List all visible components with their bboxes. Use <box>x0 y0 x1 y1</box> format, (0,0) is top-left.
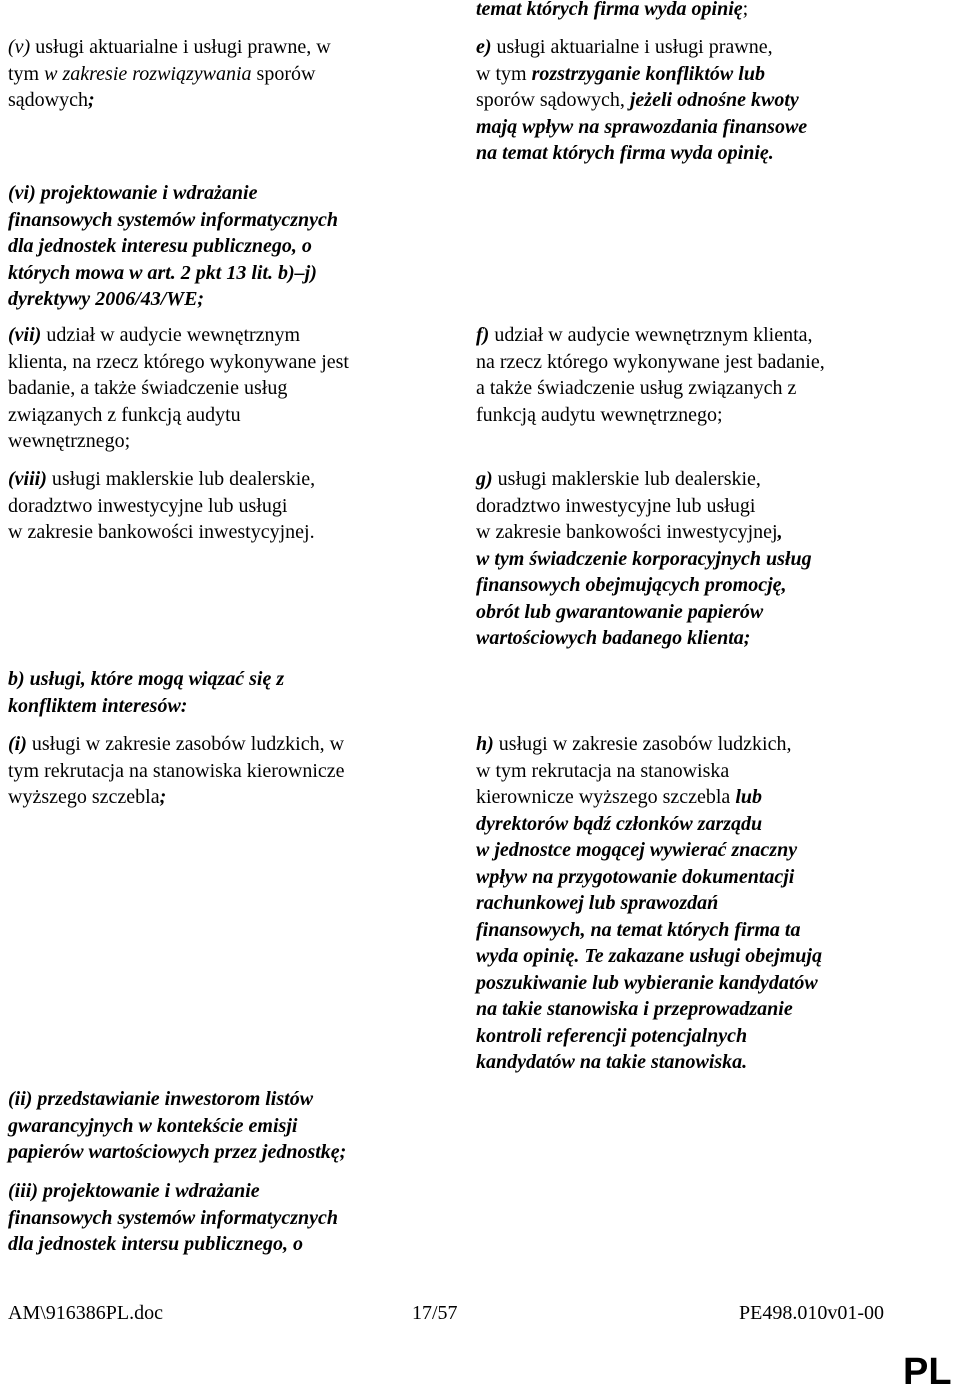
text-run: (vii) <box>8 324 42 346</box>
left-item-ii <box>8 1086 448 1166</box>
right-item-e <box>476 34 952 167</box>
text-run: udział w audycie wewnętrznym klienta, na rzecz którego wykonywane jest badanie, a także świadczenie usług związanych z funkcją audytu wewnętrznego; <box>476 324 825 426</box>
text-run: usługi aktuarialne i usługi prawne, w tym <box>8 36 331 85</box>
left-item-b <box>8 666 448 719</box>
text-run: lub dyrektorów bądź członków zarządu w jednostce mogącej wywierać znaczny wpływ na przygotowanie dokumentacji rachunkowej lub sprawozdań finansowych, na temat których firma ta wyda opinię. Te zakazane usługi obejmują poszukiwanie lub wybieranie kandydatów na takie stanowiska i przeprowadzanie kontroli referencji potencjalnych kandydatów na takie stanowiska. <box>476 786 822 1073</box>
text-run: b) usługi, które mogą wiązać się z konfliktem interesów: <box>8 668 285 717</box>
left-item-vi <box>8 180 448 313</box>
left-item-v <box>8 34 448 114</box>
text-run: e) <box>476 36 492 58</box>
pe-reference: PE498.010v01-00 <box>739 1302 884 1324</box>
text-run: temat których firma wyda opinię <box>476 0 743 20</box>
text-run: ; <box>159 786 167 808</box>
left-item-vii <box>8 322 448 455</box>
page-footer <box>8 1300 884 1328</box>
text-run: (i) <box>8 733 27 755</box>
left-item-i <box>8 731 448 811</box>
right-item-top <box>476 0 952 23</box>
doc-reference: AM\916386PL.doc <box>8 1302 163 1324</box>
text-run: h) <box>476 733 494 755</box>
text-run: usługi maklerskie lub dealerskie, doradztwo inwestycyjne lub usługi w zakresie bankowości inwestycyjnej. <box>8 468 316 543</box>
page-number: 17/57 <box>412 1302 458 1324</box>
text-run: (viii) <box>8 468 47 490</box>
text-run: usługi aktuarialne i usługi prawne, w tym <box>476 36 773 85</box>
language-code: PL <box>903 1351 952 1393</box>
text-run: (v) <box>8 36 36 58</box>
text-run: sporów sądowych <box>8 62 316 111</box>
text-run: usługi w zakresie zasobów ludzkich, w tym rekrutacja na stanowiska kierownicze wyższego szczebla <box>8 733 345 808</box>
text-run: , w tym świadczenie korporacyjnych usług finansowych obejmujących promocję, obrót lub gwarantowanie papierów wartościowych badanego klienta; <box>476 521 812 649</box>
text-run: usługi maklerskie lub dealerskie, doradztwo inwestycyjne lub usługi w zakresie bankowości inwestycyjnej <box>476 468 778 543</box>
text-run: jeżeli odnośne kwoty mają wpływ na sprawozdania finansowe na temat których firma wyda opinię. <box>476 89 808 164</box>
text-run: (ii) przedstawianie inwestorom listów gwarancyjnych w kontekście emisji papierów wartościowych przez jednostkę; <box>8 1088 347 1163</box>
text-run: w zakresie rozwiązywania <box>44 62 252 85</box>
text-run: ; <box>742 0 749 20</box>
text-run: udział w audycie wewnętrznym klienta, na rzecz którego wykonywane jest badanie, a także świadczenie usług związanych z funkcją audytu wewnętrznego; <box>8 324 349 452</box>
left-item-viii <box>8 466 448 546</box>
right-item-f <box>476 322 952 428</box>
right-item-g <box>476 466 952 652</box>
text-run: usługi w zakresie zasobów ludzkich, w tym rekrutacja na stanowiska kierownicze wyższego szczebla <box>476 733 792 808</box>
text-run: g) <box>476 468 493 490</box>
text-run: sporów sądowych, <box>476 89 625 111</box>
text-run: (iii) projektowanie i wdrażanie finansowych systemów informatycznych dla jednostek intersu publicznego, o <box>8 1180 339 1255</box>
left-item-iii <box>8 1178 448 1258</box>
text-run: (vi) projektowanie i wdrażanie finansowych systemów informatycznych dla jednostek interesu publicznego, o których mowa w art. 2 pkt 13 lit. b)–j) dyrektywy 2006/43/WE; <box>8 182 339 310</box>
text-run: f) <box>476 324 490 346</box>
text-run: ; <box>87 89 95 111</box>
text-run: rozstrzyganie konfliktów lub <box>531 62 765 85</box>
right-item-h <box>476 731 952 1076</box>
